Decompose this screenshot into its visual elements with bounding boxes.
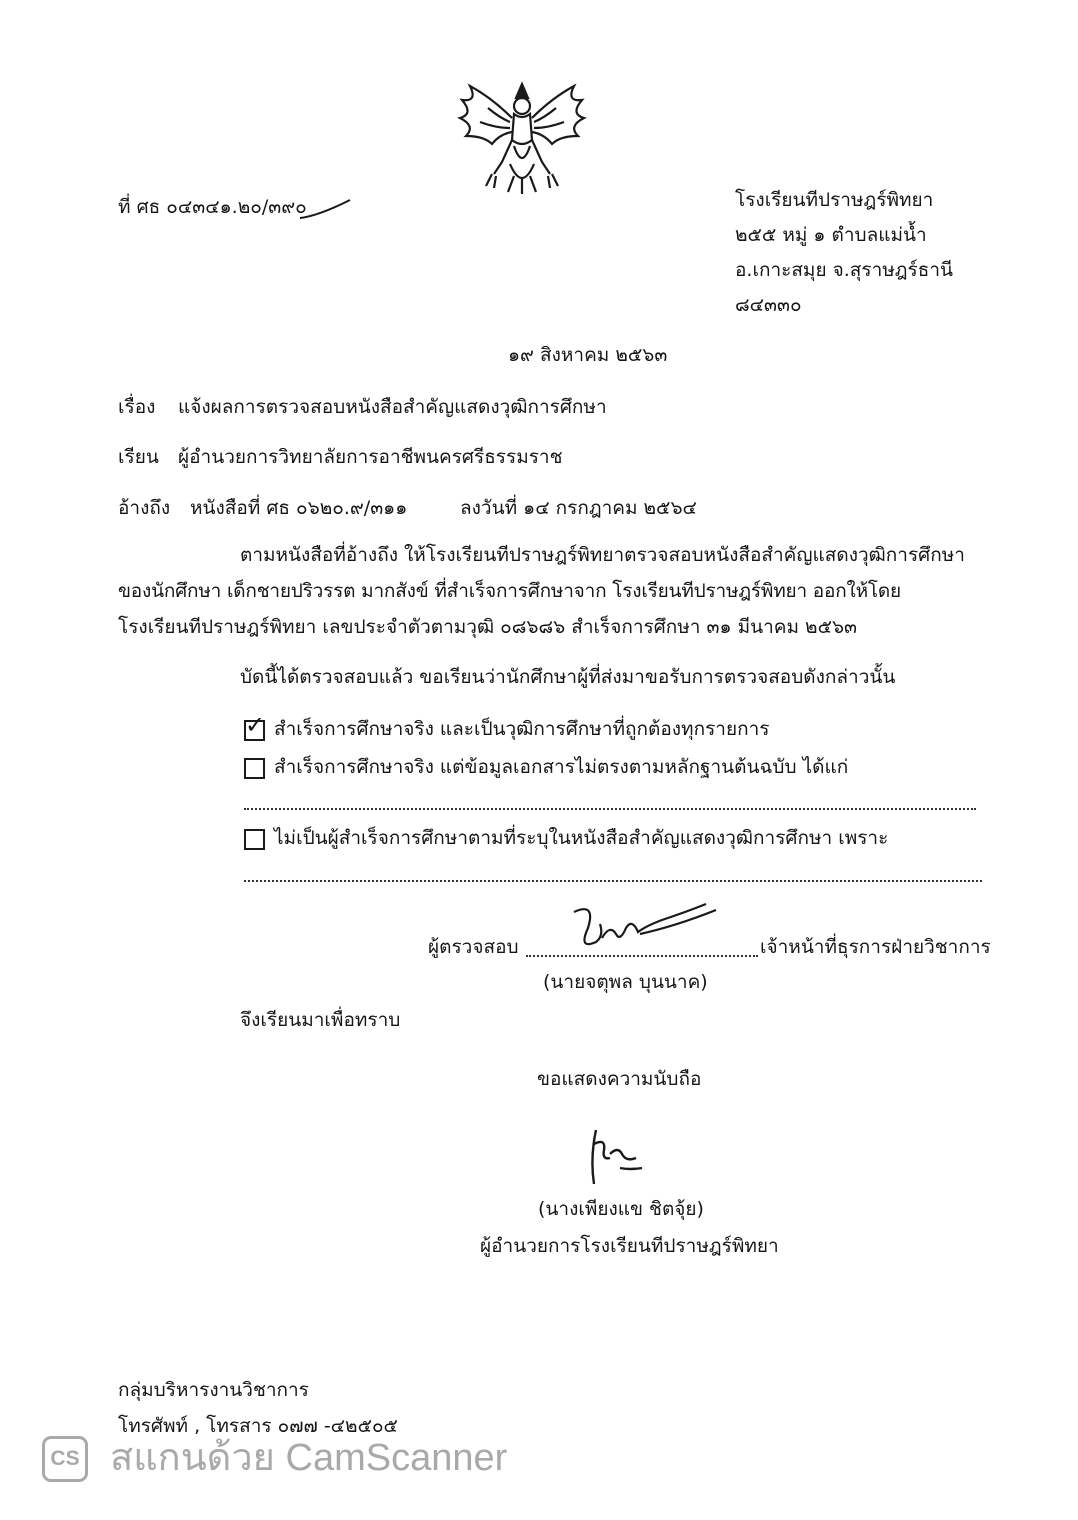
camscanner-logo-icon: CS	[42, 1436, 88, 1482]
reference-text: หนังสือที่ ศธ ๐๖๒๐.๙/๓๑๑	[190, 497, 408, 519]
checkbox-not-graduate[interactable]	[244, 829, 265, 850]
footer-phone: โทรศัพท์ , โทรสาร ๐๗๗ -๔๒๕๐๕	[118, 1415, 398, 1437]
fill-in-line-1	[244, 808, 976, 810]
org-address-line-2: อ.เกาะสมุย จ.สุราษฎร์ธานี	[735, 259, 953, 281]
signer-name: (นางเพียงแข ชิตจุ้ย)	[538, 1198, 704, 1220]
reference-date: ลงวันที่ ๑๔ กรกฎาคม ๒๕๖๔	[460, 497, 697, 519]
body-line-2: ของนักศึกษา เด็กชายปริวรรต มากสังข์ ที่สำเร็จการศึกษาจาก โรงเรียนทีปราษฎร์พิทยา ออกให้โดย	[118, 580, 901, 602]
garuda-emblem	[452, 78, 592, 198]
subject-text: แจ้งผลการตรวจสอบหนังสือสำคัญแสดงวุฒิการศึกษา	[178, 396, 607, 418]
handwritten-stroke	[298, 198, 354, 222]
to-text: ผู้อำนวยการวิทยาลัยการอาชีพนครศรีธรรมราช	[178, 446, 563, 468]
checkbox-not-graduate-label: ไม่เป็นผู้สำเร็จการศึกษาตามที่ระบุในหนังสือสำคัญแสดงวุฒิการศึกษา เพราะ	[274, 827, 889, 849]
checkbox-info-mismatch[interactable]	[244, 758, 265, 779]
closing-regards: ขอแสดงความนับถือ	[537, 1068, 702, 1090]
org-address-line-1: ๒๕๕ หมู่ ๑ ตำบลแม่น้ำ	[735, 224, 927, 246]
inspector-name: (นายจตุพล บุนนาค)	[543, 971, 708, 993]
checkbox-info-mismatch-label: สำเร็จการศึกษาจริง แต่ข้อมูลเอกสารไม่ตรงตามหลักฐานต้นฉบับ ได้แก่	[274, 756, 849, 778]
inspector-label: ผู้ตรวจสอบ	[428, 936, 519, 958]
fill-in-line-2	[244, 880, 982, 882]
director-signature	[580, 1124, 660, 1190]
reference-label: อ้างถึง	[118, 497, 171, 519]
signer-title: ผู้อำนวยการโรงเรียนทีปราษฎร์พิทยา	[480, 1235, 779, 1257]
checkmark-icon: ✓	[245, 711, 266, 739]
reference-number: ที่ ศธ ๐๔๓๔๑.๒๐/๓๙๐	[118, 196, 307, 218]
body-line-3: โรงเรียนทีปราษฎร์พิทยา เลขประจำตัวตามวุฒิ ๐๘๖๘๖ สำเร็จการศึกษา ๓๑ มีนาคม ๒๕๖๓	[118, 616, 857, 638]
closing-notice: จึงเรียนมาเพื่อทราบ	[240, 1009, 401, 1031]
to-label: เรียน	[118, 446, 159, 468]
body-line-1: ตามหนังสือที่อ้างถึง ให้โรงเรียนทีปราษฎร์พิทยาตรวจสอบหนังสือสำคัญแสดงวุฒิการศึกษา	[240, 544, 965, 566]
inspector-signature	[566, 898, 726, 960]
org-name: โรงเรียนทีปราษฎร์พิทยา	[735, 189, 934, 211]
org-postcode: ๘๔๓๓๐	[735, 294, 802, 316]
inspector-position: เจ้าหน้าที่ธุรการฝ่ายวิชาการ	[760, 936, 991, 958]
checkbox-verified-correct-label: สำเร็จการศึกษาจริง และเป็นวุฒิการศึกษาที่ถูกต้องทุกรายการ	[274, 718, 770, 740]
check-intro: บัดนี้ได้ตรวจสอบแล้ว ขอเรียนว่านักศึกษาผู้ที่ส่งมาขอรับการตรวจสอบดังกล่าวนั้น	[240, 666, 896, 688]
letter-date: ๑๙ สิงหาคม ๒๕๖๓	[508, 344, 668, 366]
camscanner-watermark: สแกนด้วย CamScanner	[110, 1437, 508, 1479]
footer-department: กลุ่มบริหารงานวิชาการ	[118, 1379, 309, 1401]
checkbox-verified-correct[interactable]	[244, 711, 266, 741]
subject-label: เรื่อง	[118, 396, 156, 418]
